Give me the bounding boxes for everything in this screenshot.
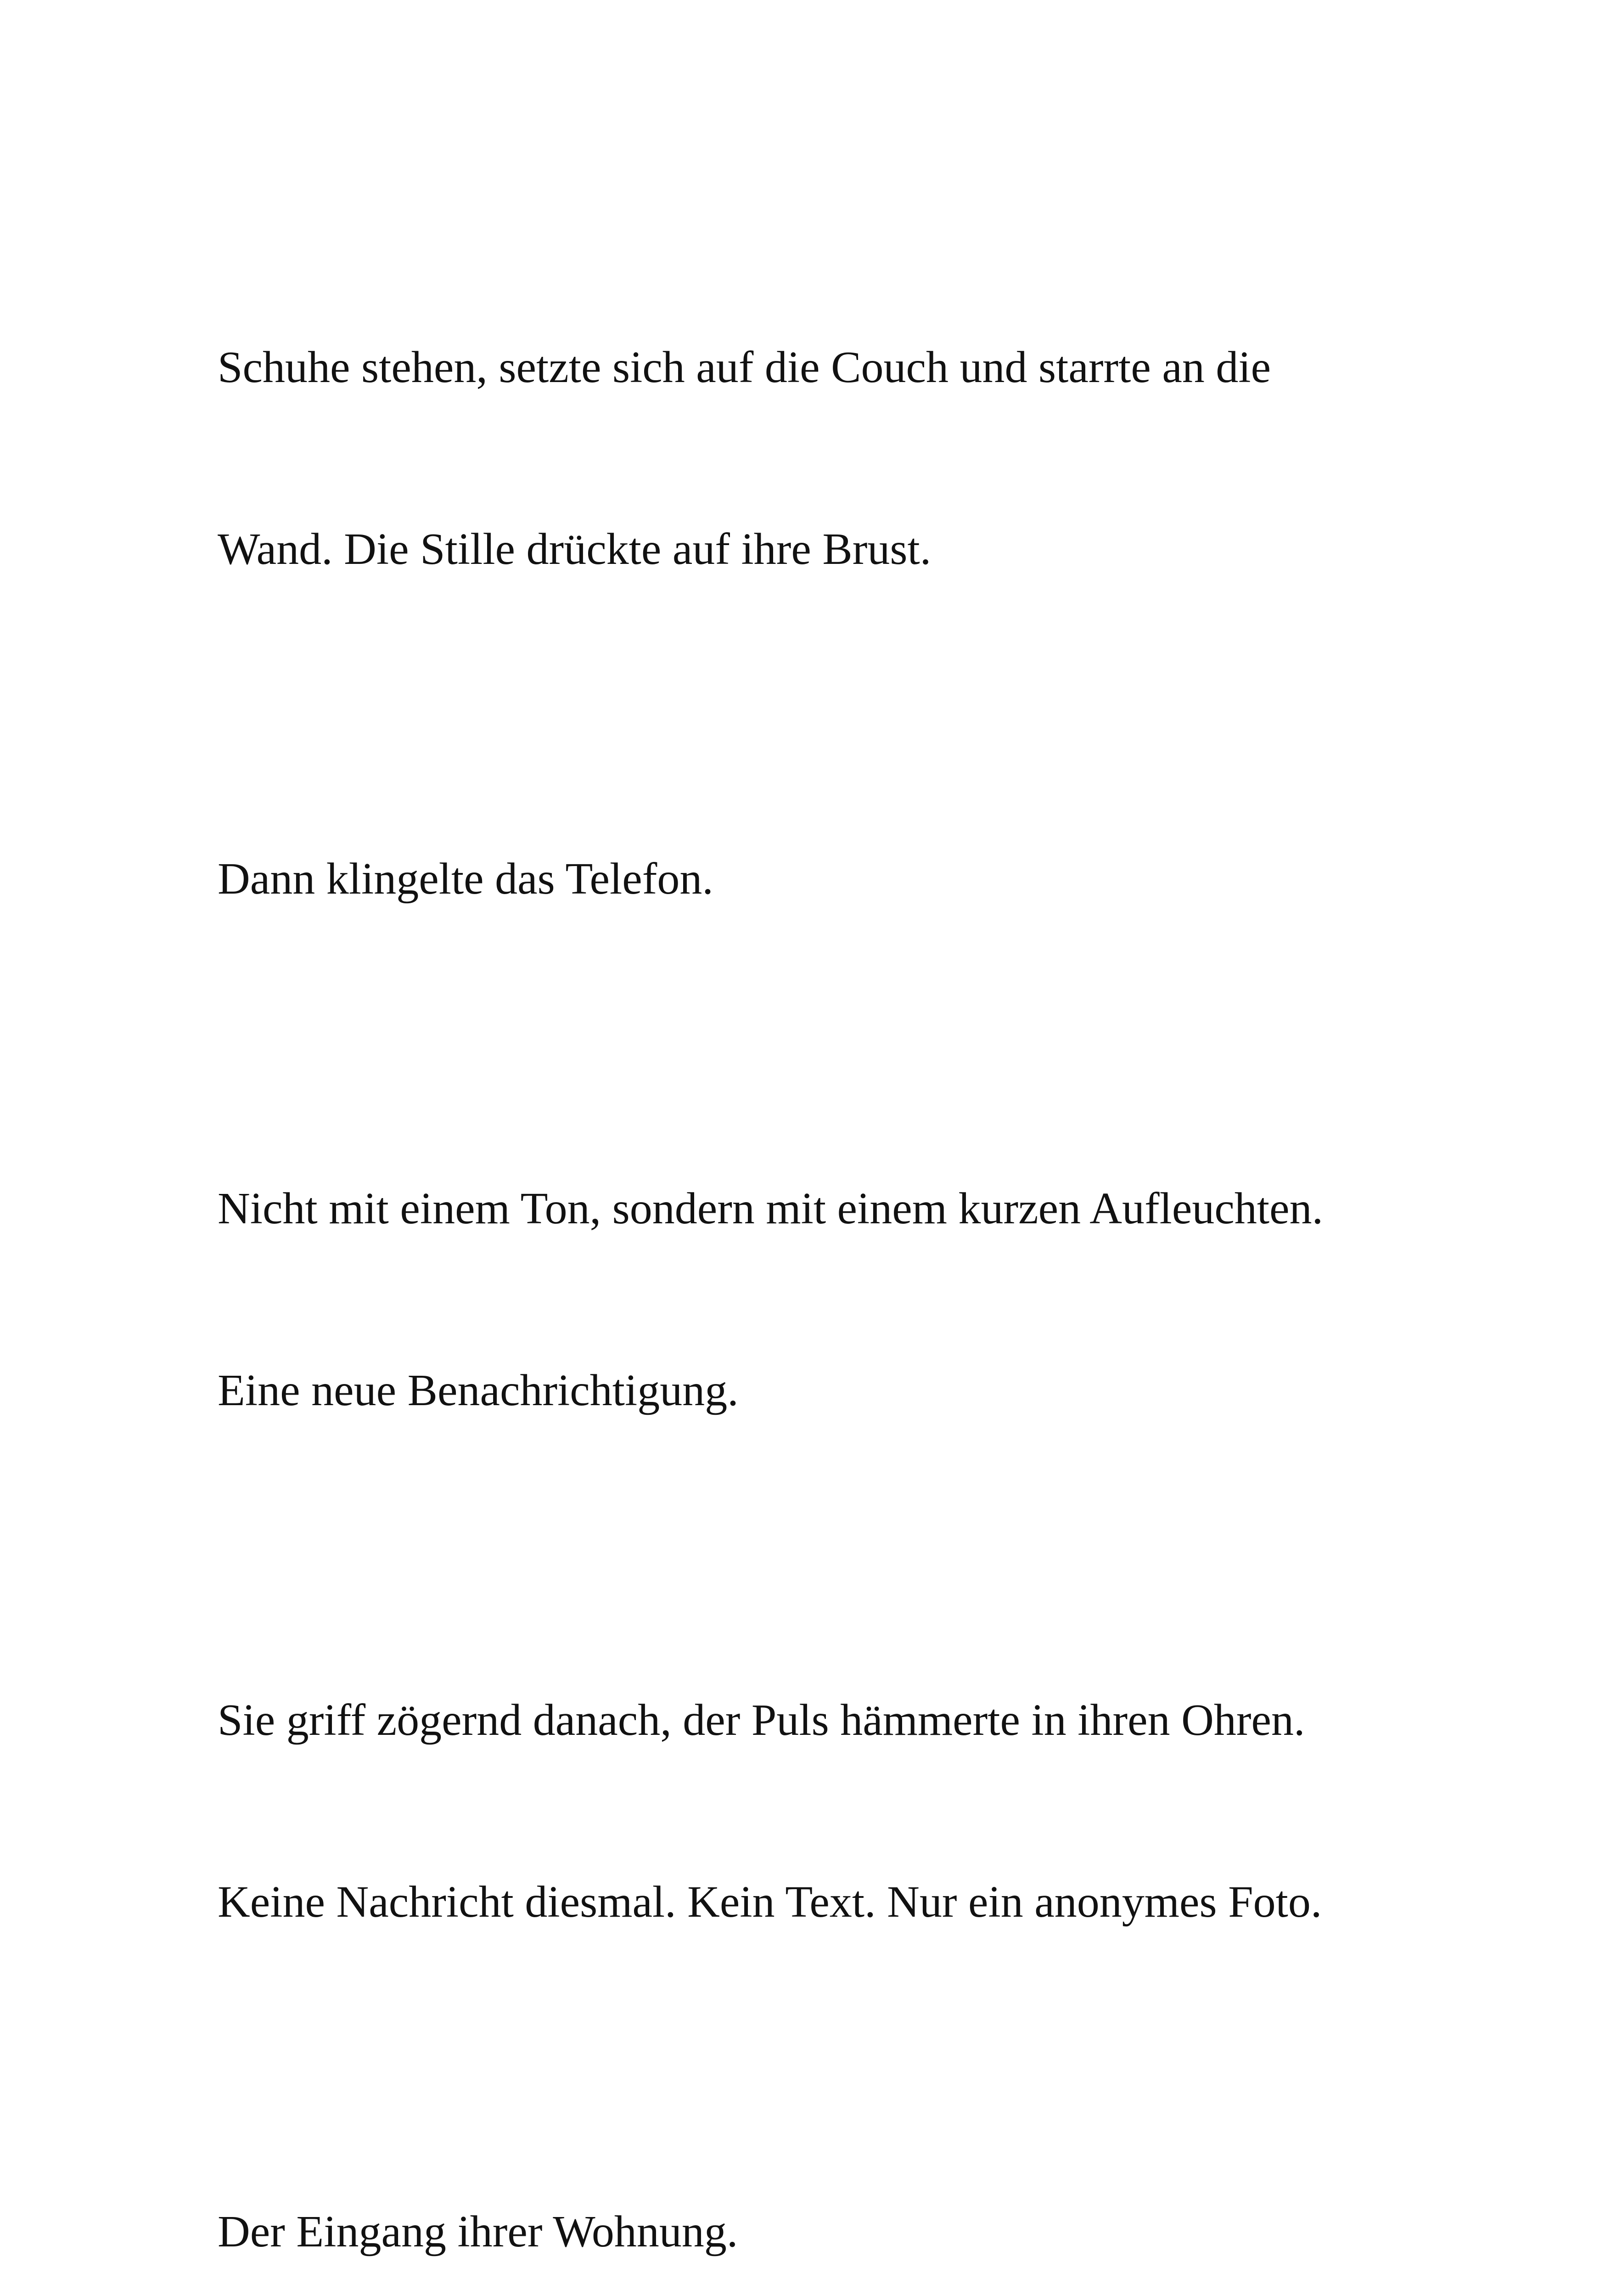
text-line: Keine Nachricht diesmal. Kein Text. Nur ein anonymes Foto. (218, 1877, 1322, 1927)
text-line: Eine neue Benachrichtigung. (218, 1366, 739, 1415)
paragraph (218, 1057, 1411, 1542)
paragraph (218, 216, 1411, 701)
paragraph (218, 727, 1411, 1030)
text-line: Schuhe stehen, setzte sich auf die Couch und starrte an die (218, 343, 1271, 392)
text-line: Nicht mit einem Ton, sondern mit einem kurzen Aufleuchten. (218, 1184, 1324, 1233)
text-line: Dann klingelte das Telefon. (218, 854, 713, 904)
text-line: Wand. Die Stille drückte auf ihre Brust. (218, 524, 932, 574)
text-line: Der Eingang ihrer Wohnung. (218, 2207, 738, 2257)
text-line: Sie griff zögernd danach, der Puls hämmerte in ihren Ohren. (218, 1695, 1305, 1745)
paragraph (218, 2080, 1411, 2296)
body-text (218, 216, 1411, 2296)
paragraph (218, 1569, 1411, 2054)
